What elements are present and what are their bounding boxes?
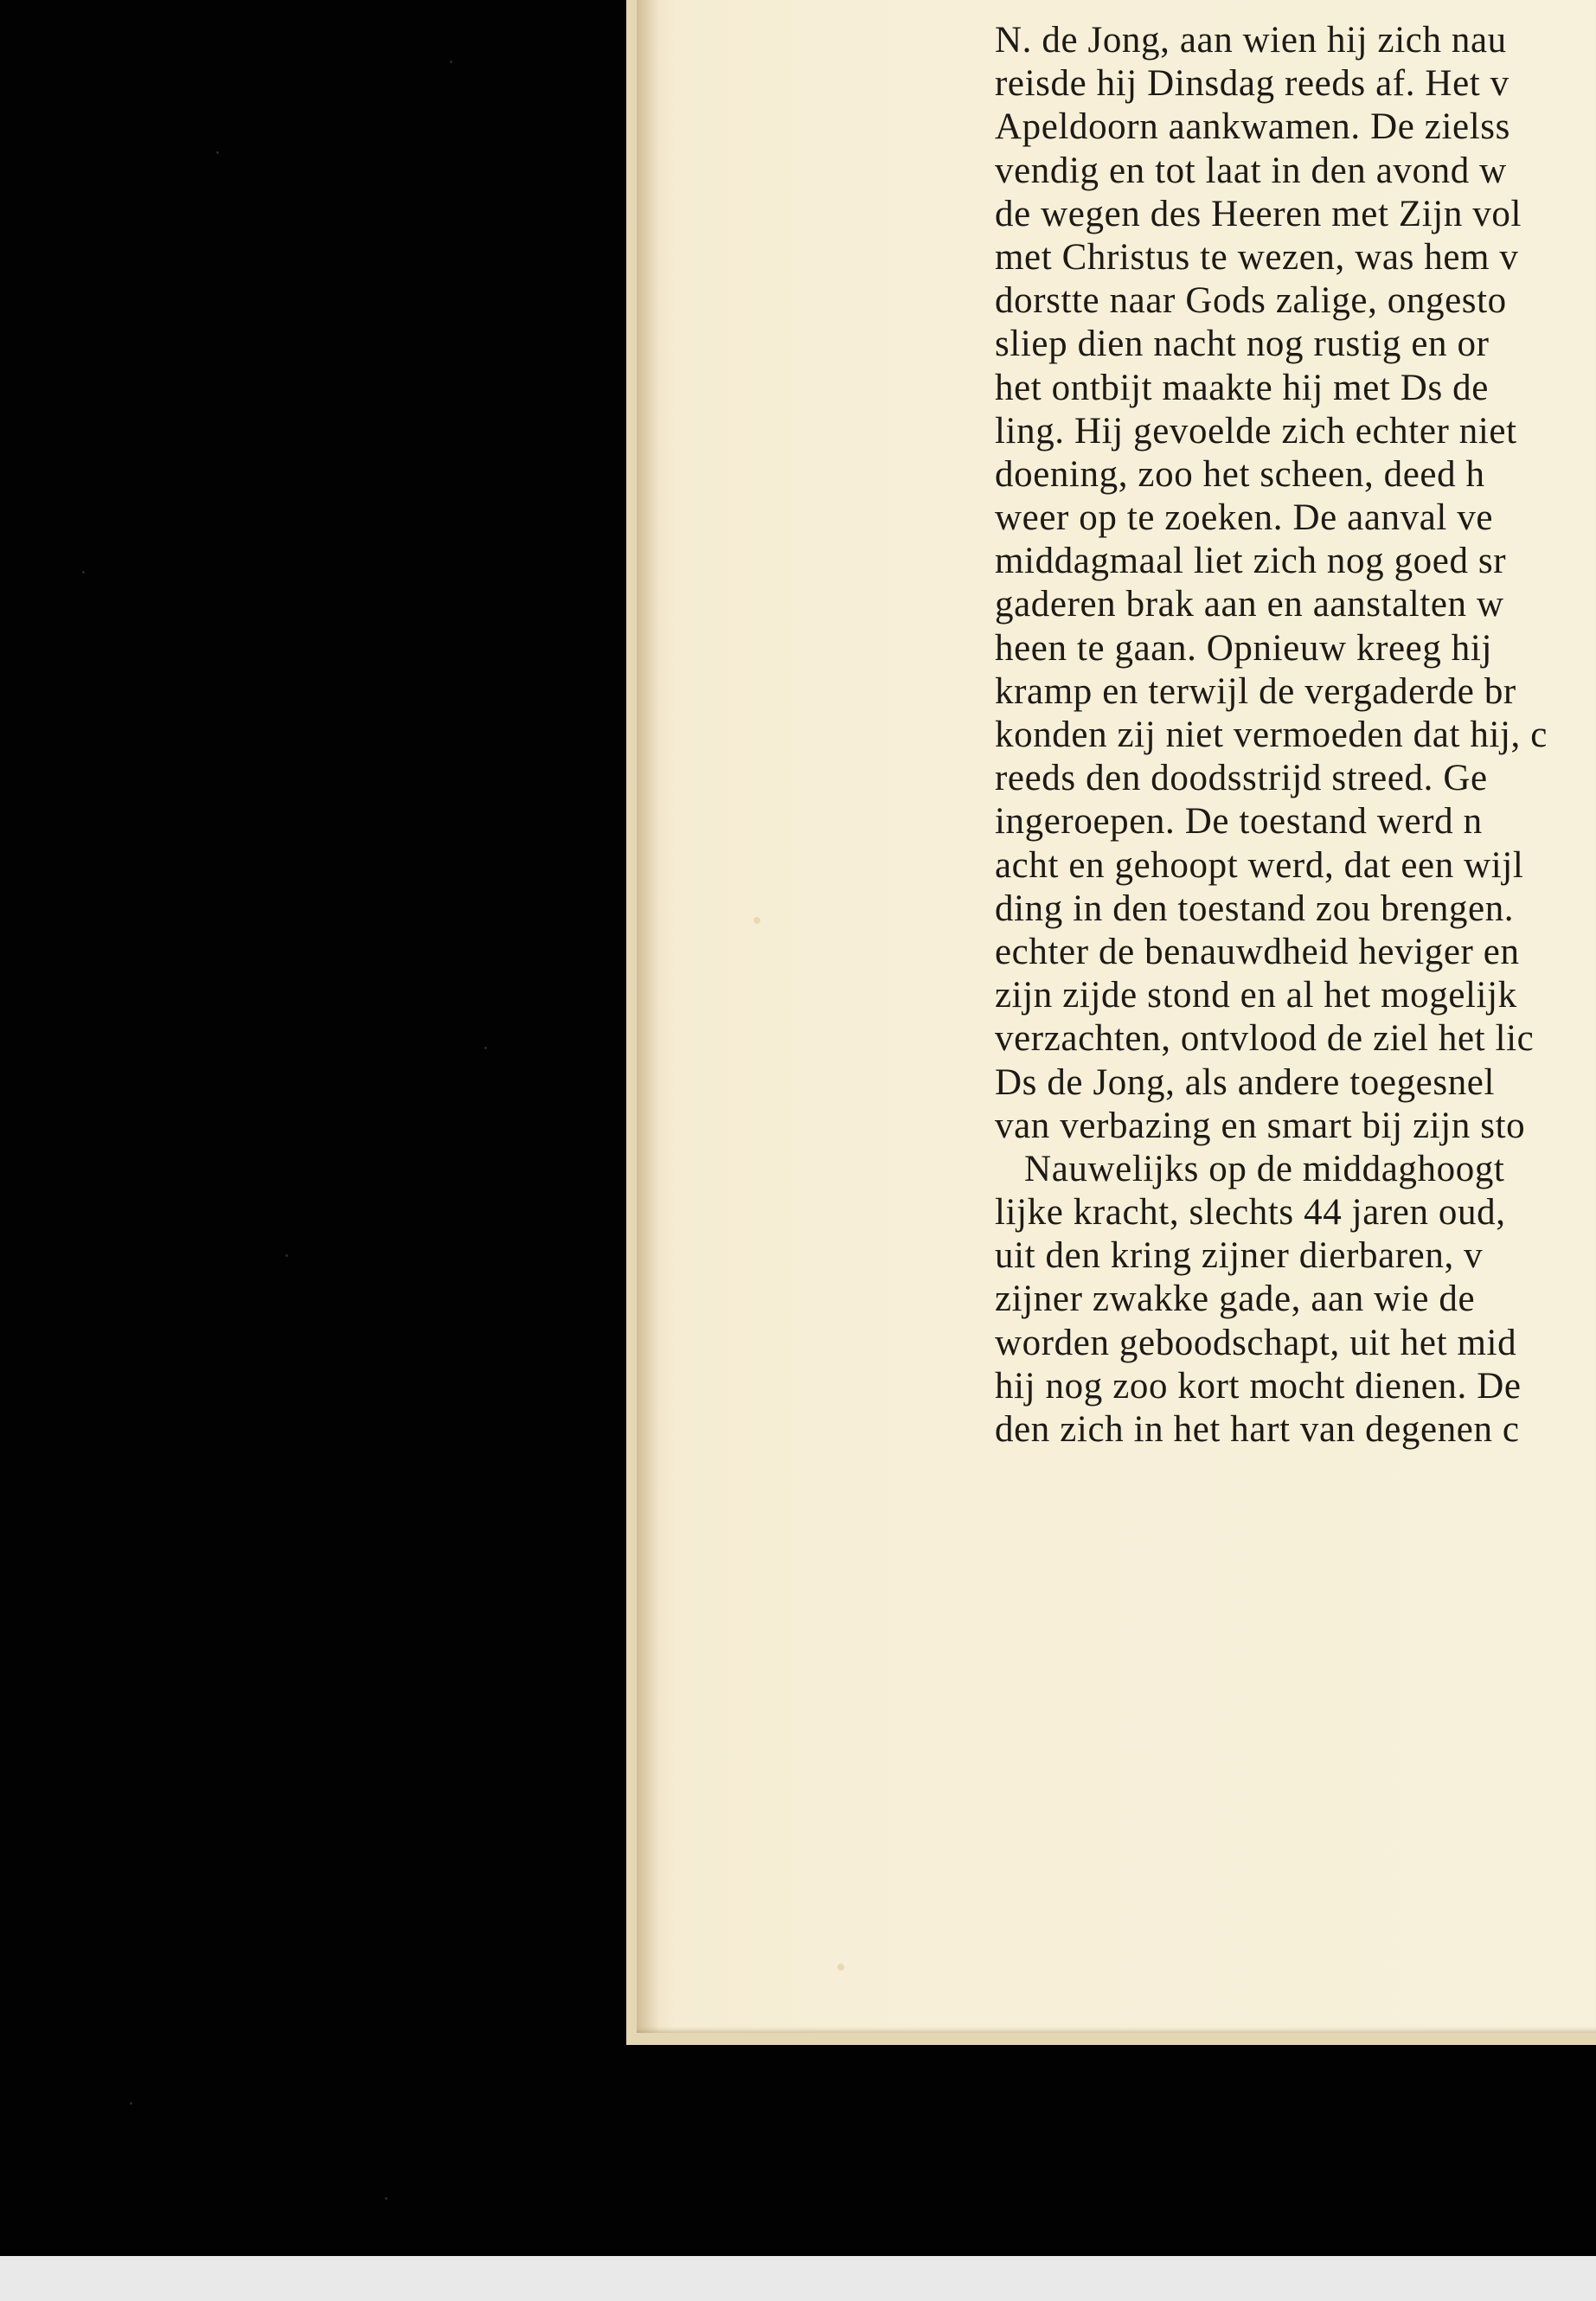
text-line: de wegen des Heeren met Zijn vol: [995, 193, 1522, 234]
text-line: zijn zijde stond en al het mogelijk: [995, 975, 1517, 1016]
text-line: ingeroepen. De toestand werd n: [995, 801, 1483, 843]
dust-speck: [216, 151, 219, 154]
paper-stain: [837, 1964, 844, 1971]
text-line: weer op te zoeken. De aanval ve: [995, 497, 1494, 539]
text-line: gaderen brak aan en aanstalten w: [995, 584, 1504, 625]
text-line: heen te gaan. Opnieuw kreeg hij: [995, 627, 1492, 669]
text-line: met Christus te wezen, was hem v: [995, 236, 1519, 278]
dust-speck: [385, 2197, 388, 2200]
text-line: lijke kracht, slechts 44 jaren oud,: [995, 1192, 1506, 1234]
dust-speck: [130, 2102, 132, 2105]
dust-speck: [285, 1254, 288, 1257]
text-line: hij nog zoo kort mocht dienen. De: [995, 1365, 1522, 1407]
text-line: het ontbijt maakte hij met Ds de: [995, 367, 1489, 408]
text-line: kramp en terwijl de vergaderde br: [995, 670, 1516, 712]
text-line: konden zij niet vermoeden dat hij, c: [995, 715, 1548, 755]
body-text: [995, 19, 1596, 1452]
text-line: ling. Hij gevoelde zich echter niet: [995, 410, 1517, 452]
text-line: verzachten, ontvlood de ziel het lic: [995, 1018, 1535, 1060]
text-line: zijner zwakke gade, aan wie de: [995, 1279, 1476, 1320]
text-line: vendig en tot laat in den avond w: [995, 150, 1507, 191]
text-line: acht en gehoopt werd, dat een wijl: [995, 844, 1524, 886]
text-line: uit den kring zijner dierbaren, v: [995, 1235, 1484, 1277]
text-line: N. de Jong, aan wien hij zich nau: [995, 20, 1507, 61]
text-line: Nauwelijks op de middaghoogt: [995, 1148, 1505, 1189]
text-line: doening, zoo het scheen, deed h: [995, 453, 1485, 495]
text-line: worden geboodschapt, uit het mid: [995, 1322, 1517, 1363]
page-gutter-shadow: [637, 0, 659, 2033]
dust-speck: [450, 61, 452, 63]
text-line: van verbazing en smart bij zijn sto: [995, 1105, 1526, 1146]
text-line: reisde hij Dinsdag reeds af. Het v: [995, 63, 1509, 105]
bottom-strip: [0, 2256, 1596, 2301]
text-line: Ds de Jong, als andere toegesnel: [995, 1061, 1496, 1103]
text-line: reeds den doodsstrijd streed. Ge: [995, 758, 1488, 799]
text-line: middagmaal liet zich nog goed sr: [995, 541, 1507, 582]
text-line: Apeldoorn aankwamen. De zielss: [995, 106, 1510, 148]
text-line: echter de benauwdheid heviger en: [995, 931, 1520, 972]
text-line: den zich in het hart van degenen c: [995, 1409, 1520, 1450]
paper-stain: [753, 917, 760, 924]
text-line: ding in den toestand zou brengen.: [995, 888, 1515, 929]
text-line: sliep dien nacht nog rustig en or: [995, 324, 1490, 365]
text-line: dorstte naar Gods zalige, ongesto: [995, 280, 1507, 322]
dust-speck: [484, 1047, 487, 1049]
dust-speck: [82, 571, 85, 574]
